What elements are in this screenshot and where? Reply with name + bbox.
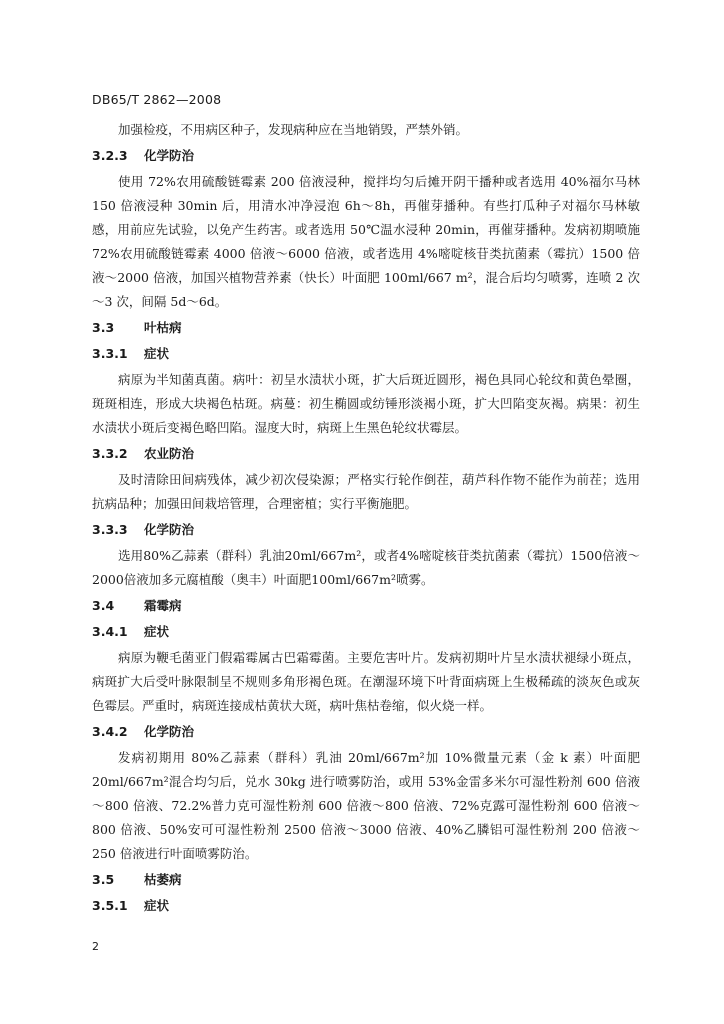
section-title: 化学防治: [144, 724, 195, 739]
section-title: 症状: [144, 346, 170, 361]
section-number: 3.4.1: [92, 624, 128, 639]
section-title: 枯萎病: [144, 872, 182, 887]
section-heading: [92, 894, 640, 918]
section-heading: [92, 594, 640, 618]
section-number: 3.4: [92, 598, 115, 613]
section-number: 3.3: [92, 320, 115, 335]
paragraph: 病原为半知菌真菌。病叶：初呈水渍状小斑，扩大后斑近圆形，褐色具同心轮纹和黄色晕圈，斑斑相连，形成大块褐色枯斑。病蔓：初生椭圆或纺锤形淡褐小斑，扩大凹陷变灰褐。病果：初生水渍状小斑后变褐色略凹陷。湿度大时，病斑上生黑色轮纹状霉层。: [92, 372, 640, 435]
section-number: 3.3.2: [92, 446, 128, 461]
section-number: 3.4.2: [92, 724, 128, 739]
section-number: 3.3.3: [92, 522, 128, 537]
section-title: 农业防治: [144, 446, 195, 461]
paragraph: 加强检疫，不用病区种子，发现病种应在当地销毁，严禁外销。: [118, 122, 469, 137]
section-title: 叶枯病: [144, 320, 182, 335]
section-title: 霜霉病: [144, 598, 182, 613]
paragraph: 使用 72%农用硫酸链霉素 200 倍液浸种，搅拌均匀后摊开阴干播种或者选用 40%福尔马林 150 倍液浸种 30min 后，用清水冲净浸泡 6h～8h，再催芽播种。有些打瓜种子对福尔马林敏感，用前应先试验，以免产生药害。或者选用 50℃温水浸种 20min，再催芽播种。发病初期喷施 72%农用硫酸链霉素 4000 倍液～6000 倍液，或者选用 4%嘧啶核苷类抗菌素（霉抗）1500 倍液～2000 倍液，加国兴植物营养素（快长）叶面肥 100ml/667 m²，混合后均匀喷雾，连喷 2 次～3 次，间隔 5d～6d。: [92, 174, 640, 309]
section-number: 3.2.3: [92, 148, 128, 163]
document-body: [92, 118, 640, 920]
section-title: 症状: [144, 624, 170, 639]
document-id-header: DB65/T 2862—2008: [92, 92, 222, 107]
section-heading: [92, 316, 640, 340]
section-heading: [92, 144, 640, 168]
section-number: 3.5: [92, 872, 115, 887]
section-title: 化学防治: [144, 148, 195, 163]
section-heading: [92, 720, 640, 744]
section-heading: [92, 342, 640, 366]
paragraph: 病原为鞭毛菌亚门假霜霉属古巴霜霉菌。主要危害叶片。发病初期叶片呈水渍状褪绿小斑点，病斑扩大后受叶脉限制呈不规则多角形褐色斑。在潮湿环境下叶背面病斑上生极稀疏的淡灰色或灰色霉层。严重时，病斑连接成枯黄状大斑，病叶焦枯卷缩，似火烧一样。: [92, 650, 640, 713]
section-heading: [92, 868, 640, 892]
paragraph: 发病初期用 80%乙蒜素（群科）乳油 20ml/667m²加 10%微量元素（金 k 素）叶面肥 20ml/667m²混合均匀后，兑水 30kg 进行喷雾防治，或用 53%金雷多米尔可湿性粉剂 600 倍液～800 倍液、72.2%普力克可湿性粉剂 600 倍液～800 倍液、72%克露可湿性粉剂 600 倍液～800 倍液、50%安可可湿性粉剂 2500 倍液～3000 倍液、40%乙膦铝可湿性粉剂 200 倍液～250 倍液进行叶面喷雾防治。: [92, 750, 640, 861]
paragraph: 及时清除田间病残体，减少初次侵染源；严格实行轮作倒茬，葫芦科作物不能作为前茬；选用抗病品种；加强田间栽培管理，合理密植；实行平衡施肥。: [92, 472, 640, 511]
section-number: 3.5.1: [92, 898, 128, 913]
section-number: 3.3.1: [92, 346, 128, 361]
section-heading: [92, 442, 640, 466]
page-number: 2: [92, 940, 99, 953]
section-title: 症状: [144, 898, 170, 913]
section-heading: [92, 620, 640, 644]
section-heading: [92, 518, 640, 542]
paragraph: 选用80%乙蒜素（群科）乳油20ml/667m²，或者4%嘧啶核苷类抗菌素（霉抗）1500倍液～2000倍液加多元腐植酸（奥丰）叶面肥100ml/667m²喷雾。: [92, 548, 640, 587]
section-title: 化学防治: [144, 522, 195, 537]
